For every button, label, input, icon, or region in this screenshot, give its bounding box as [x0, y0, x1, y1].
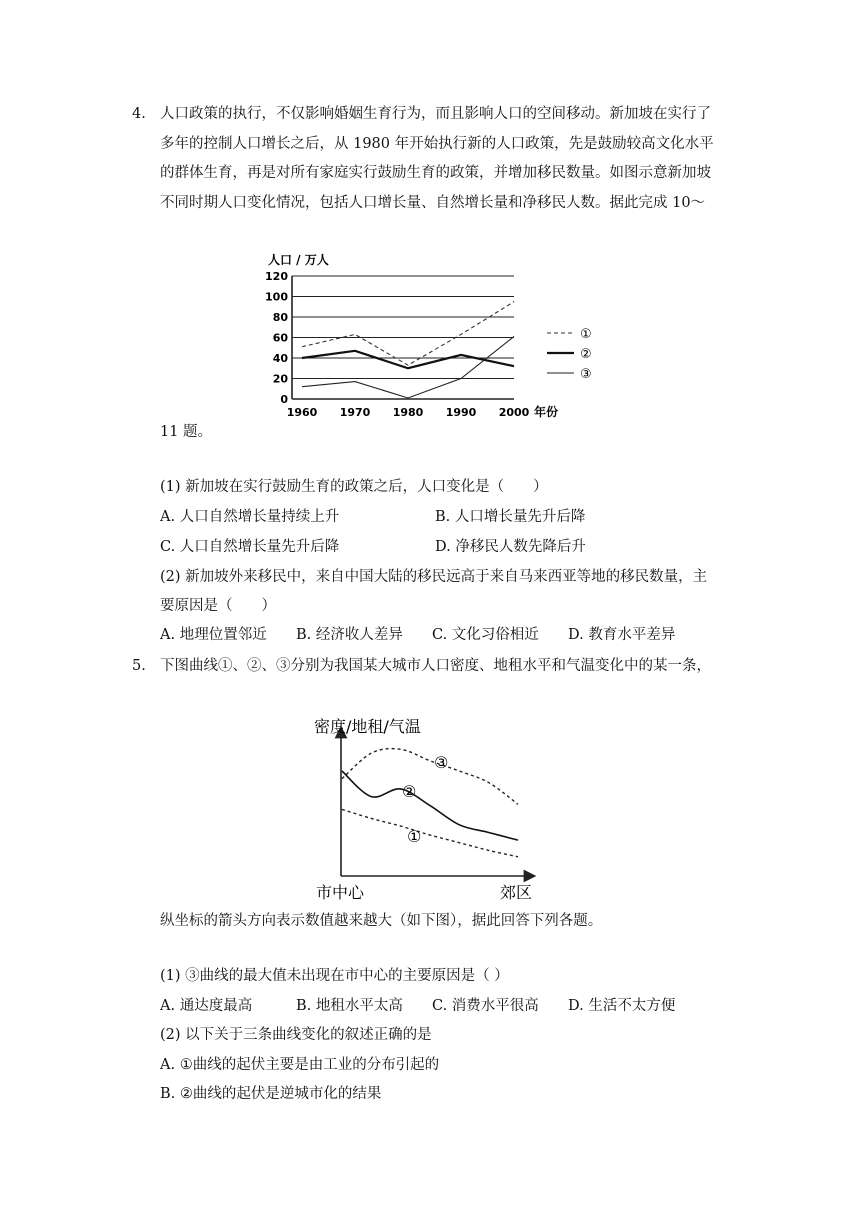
- q4-sub2-option-d[interactable]: D. 教育水平差异: [568, 627, 676, 643]
- y-tick-label: 60: [272, 331, 288, 345]
- x-tick-label: 1980: [392, 406, 424, 419]
- q4-sub2-option-c[interactable]: C. 文化习俗相近: [432, 627, 539, 643]
- curve-label-1: ③: [434, 753, 449, 772]
- y-tick-label: 120: [265, 270, 288, 283]
- q4-sub2-stem-line-2: 要原因是（ ）: [160, 598, 276, 614]
- q4-text-line-2: 多年的控制人口增长之后，从 1980 年开始执行新的人口政策，先是鼓励较高文化水平: [160, 136, 714, 152]
- q5-sub2-option-b[interactable]: B. ②曲线的起伏是逆城市化的结果: [160, 1086, 382, 1102]
- legend-label-3: ③: [580, 367, 592, 382]
- x-axis-label: 年份: [534, 405, 559, 419]
- y-axis-label: 人口 / 万人: [268, 253, 329, 267]
- legend-label-1: ①: [580, 327, 592, 342]
- x-tick-label: 1970: [339, 406, 371, 419]
- q5-sub1-option-d[interactable]: D. 生活不太方便: [568, 998, 676, 1014]
- y-tick-label: 100: [265, 290, 288, 304]
- q4-sub1-stem: (1) 新加坡在实行鼓励生育的政策之后，人口变化是（ ）: [160, 479, 548, 495]
- curve-label-3: ①: [407, 827, 422, 846]
- q5-sub1-option-b[interactable]: B. 地租水平太高: [296, 998, 403, 1014]
- series-lines: [302, 302, 514, 398]
- q5-sub1-option-a[interactable]: A. 通达度最高: [160, 998, 253, 1014]
- q4-sub1-option-b[interactable]: B. 人口增长量先升后降: [435, 509, 586, 525]
- q4-text-line-4: 不同时期人口变化情况，包括人口增长量、自然增长量和净移民人数。据此完成 10～: [160, 195, 706, 211]
- q4-sub1-option-a[interactable]: A. 人口自然增长量持续上升: [160, 509, 340, 525]
- x-tick-label: 1960: [286, 406, 318, 419]
- q4-text-line-5: 11 题。: [160, 424, 213, 440]
- q5-text-line-2: 纵坐标的箭头方向表示数值越来越大（如下图），据此回答下列各题。: [160, 913, 603, 929]
- q5-sub2-option-a[interactable]: A. ①曲线的起伏主要是由工业的分布引起的: [160, 1057, 440, 1073]
- urban-curves-chart: [310, 708, 550, 904]
- x-axis-end-label: 郊区: [500, 883, 533, 902]
- q5-sub2-stem: (2) 以下关于三条曲线变化的叙述正确的是: [160, 1027, 432, 1043]
- x-tick-labels: [287, 406, 530, 419]
- q4-sub1-option-d[interactable]: D. 净移民人数先降后升: [435, 539, 586, 555]
- y-tick-labels: [265, 270, 288, 406]
- population-change-chart: [262, 246, 622, 424]
- curve-2: [342, 771, 518, 840]
- y-tick-label: 80: [272, 311, 288, 324]
- series-line-1: [302, 302, 514, 366]
- q5-text-line-1: 下图曲线①、②、③分别为我国某大城市人口密度、地租水平和气温变化中的某一条，: [160, 658, 711, 674]
- q4-text-line-1: 人口政策的执行，不仅影响婚姻生育行为，而且影响人口的空间移动。新加坡在实行了: [160, 106, 711, 122]
- q4-sub1-option-c[interactable]: C. 人口自然增长量先升后降: [160, 539, 340, 555]
- y-tick-label: 20: [272, 372, 288, 386]
- x-tick-label: 2000: [498, 406, 530, 419]
- q4-sub2-stem-line-1: (2) 新加坡外来移民中，来自中国大陆的移民远高于来自马来西亚等地的移民数量，主: [160, 569, 708, 585]
- series-curves: [342, 749, 518, 857]
- legend-label-2: ②: [580, 347, 592, 362]
- question-5-number: 5.: [132, 658, 146, 674]
- curve-labels: [402, 753, 448, 846]
- legend: [547, 327, 592, 382]
- x-tick-label: 1990: [445, 406, 477, 419]
- q4-sub2-option-b[interactable]: B. 经济收人差异: [296, 627, 403, 643]
- y-tick-label: 40: [272, 352, 288, 365]
- y-axis-label: 密度/地租/气温: [314, 717, 421, 736]
- grid-lines: [292, 276, 514, 399]
- q5-sub1-option-c[interactable]: C. 消费水平很高: [432, 998, 539, 1014]
- q4-sub2-option-a[interactable]: A. 地理位置邻近: [160, 627, 267, 643]
- x-axis-start-label: 市中心: [316, 883, 365, 902]
- curve-label-2: ②: [402, 782, 417, 801]
- question-4-number: 4.: [132, 106, 146, 122]
- q4-text-line-3: 的群体生育，再是对所有家庭实行鼓励生育的政策，并增加移民数量。如图示意新加坡: [160, 165, 711, 181]
- q5-sub1-stem: (1) ③曲线的最大值未出现在市中心的主要原因是（ ）: [160, 968, 509, 984]
- y-tick-label: 0: [280, 393, 288, 406]
